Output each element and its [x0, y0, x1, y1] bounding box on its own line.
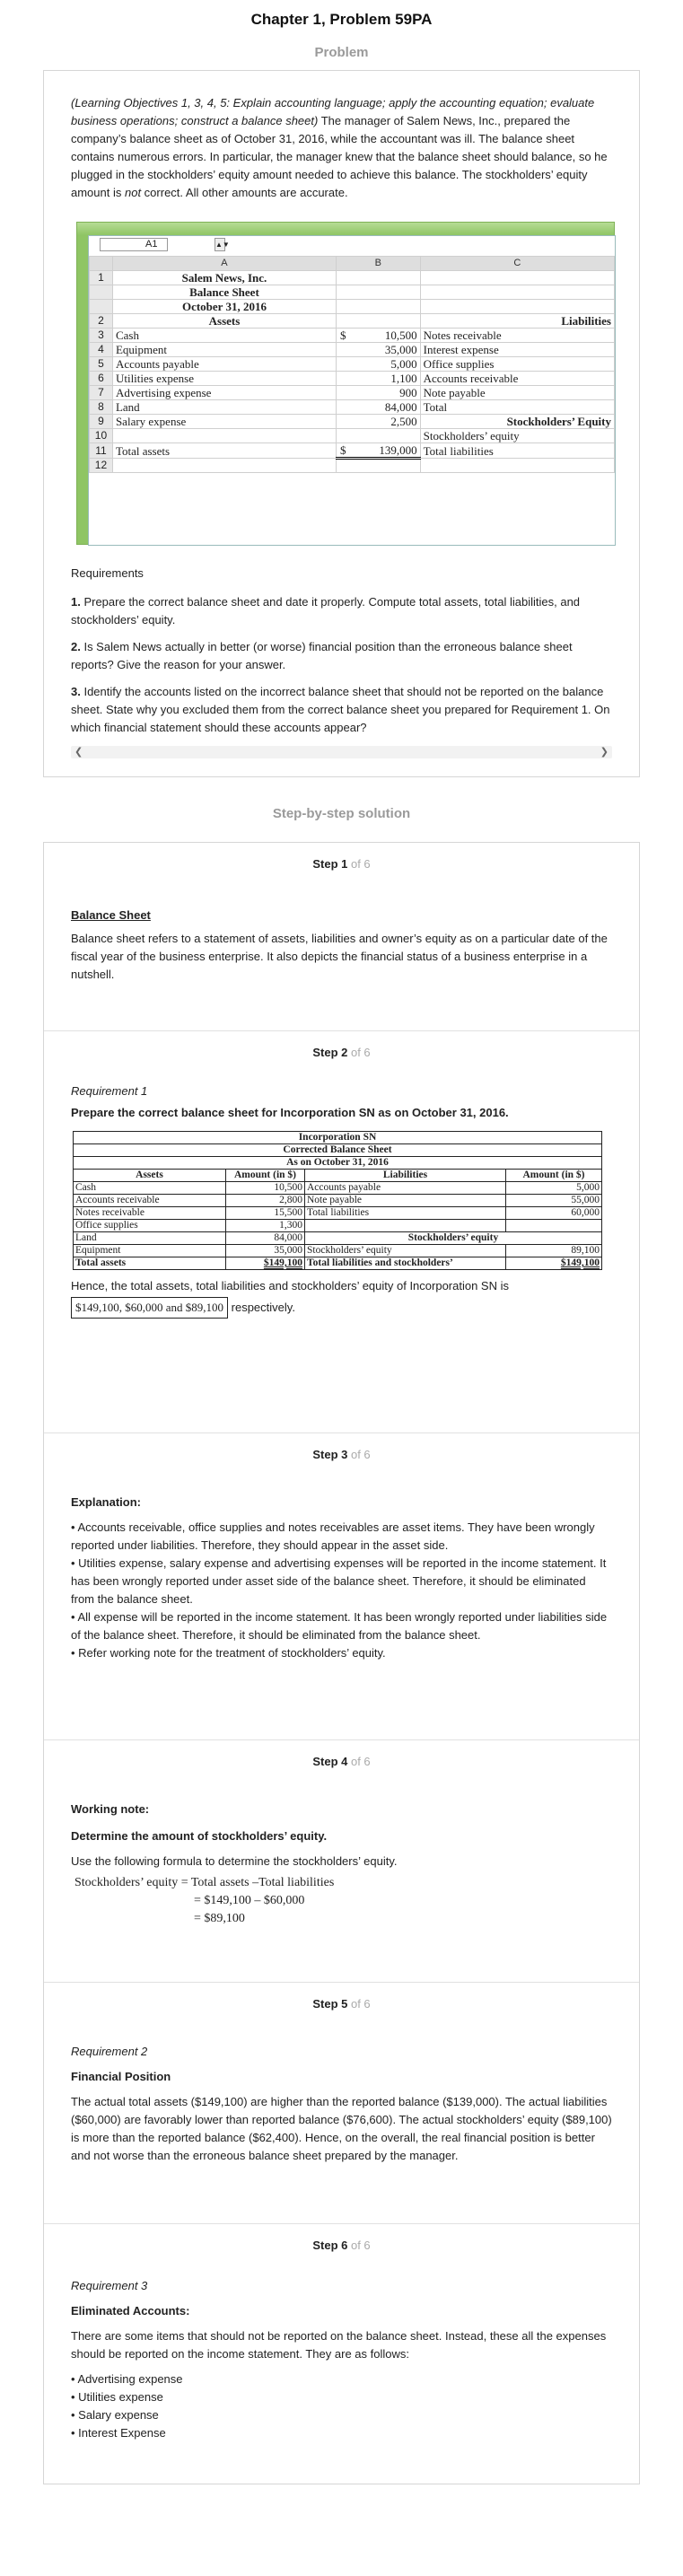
requirement-1: 1. Prepare the correct balance sheet and date it properly. Compute total assets, total liabilities, and stockholders’ equity. — [71, 595, 581, 626]
cell-b[interactable] — [336, 314, 420, 329]
cell-c[interactable] — [420, 285, 614, 300]
bs-title-statement: Corrected Balance Sheet — [74, 1144, 602, 1157]
cell-b[interactable] — [336, 329, 420, 343]
row-number[interactable] — [90, 285, 113, 300]
solution-heading: Step-by-step solution — [272, 806, 411, 821]
cell-c[interactable] — [420, 459, 614, 473]
requirements — [71, 565, 612, 737]
cell-b[interactable] — [336, 300, 420, 314]
step-heading: Working note: — [71, 1802, 150, 1816]
cell-a[interactable]: Advertising expense — [112, 386, 336, 400]
spreadsheet-row — [90, 271, 615, 285]
cell-a[interactable]: Total assets — [112, 443, 336, 459]
bs-title-date: As on October 31, 2016 — [74, 1157, 602, 1170]
bs-total-assets-label: Total assets — [74, 1257, 226, 1270]
cell-a[interactable]: Balance Sheet — [112, 285, 336, 300]
bs-cell: Office supplies — [74, 1220, 226, 1232]
spreadsheet-frame — [76, 222, 615, 545]
row-number[interactable]: 12 — [90, 459, 113, 473]
cell-a[interactable]: Land — [112, 400, 336, 415]
spreadsheet-row — [90, 372, 615, 386]
bs-se-heading: Stockholders’ equity — [305, 1232, 602, 1245]
cell-a[interactable]: October 31, 2016 — [112, 300, 336, 314]
step-6 — [44, 2223, 639, 2484]
currency-symbol: $ — [339, 443, 346, 457]
spreadsheet-row — [90, 285, 615, 300]
bs-total-le-label: Total liabilities and stockholders’ — [305, 1257, 506, 1270]
step-4 — [44, 1739, 639, 1982]
chevron-right-icon[interactable]: ❯ — [600, 747, 609, 758]
cell-a[interactable]: Assets — [112, 314, 336, 329]
bs-cell: 60,000 — [506, 1207, 602, 1220]
cell-name-box[interactable]: A1 — [100, 238, 168, 251]
spreadsheet-row — [90, 300, 615, 314]
cell-b[interactable] — [336, 285, 420, 300]
cell-a[interactable]: Accounts payable — [112, 357, 336, 372]
row-number[interactable]: 3 — [90, 329, 113, 343]
step-text: Balance sheet refers to a statement of assets, liabilities and owner’s equity as on a particular date of the fiscal year of the business enterprise. It also depicts the financial status of a business enterprise in a nutshell. — [71, 932, 608, 981]
step-label: Step 3 of 6 — [312, 1448, 371, 1461]
cell-a[interactable]: Equipment — [112, 343, 336, 357]
bs-cell: Note payable — [305, 1195, 506, 1207]
step-label: Step 5 of 6 — [312, 1997, 371, 2011]
row-number[interactable]: 1 — [90, 271, 113, 285]
intro-part2: correct. All other amounts are accurate. — [141, 186, 348, 199]
cell-value: 5,000 — [390, 357, 417, 371]
currency-symbol: $ — [339, 329, 346, 342]
eliminated-item: • Advertising expense — [71, 2372, 183, 2386]
spreadsheet-row — [90, 314, 615, 329]
col-header-b[interactable]: B — [336, 257, 420, 271]
eliminated-item: • Salary expense — [71, 2408, 159, 2422]
requirement-label: Requirement 3 — [71, 2279, 148, 2292]
spreadsheet-row — [90, 459, 615, 473]
bs-header-assets: Assets — [74, 1170, 226, 1182]
explanation-bullet: • All expense will be reported in the income statement. It has been wrongly reported under liabilities side of the balance sheet. Therefore, it should be eliminated from the balance sheet. — [71, 1610, 608, 1642]
bs-cell — [506, 1220, 602, 1232]
cell-a[interactable] — [112, 429, 336, 443]
formula-line-3: = $89,100 — [194, 1912, 245, 1925]
requirements-heading: Requirements — [71, 566, 144, 580]
spreadsheet-row — [90, 357, 615, 372]
col-header-c[interactable]: C — [420, 257, 614, 271]
cell-a[interactable]: Salary expense — [112, 415, 336, 429]
bs-total-le-value: $149,100 — [506, 1257, 602, 1270]
bs-row — [74, 1182, 602, 1195]
bs-cell: Equipment — [74, 1245, 226, 1257]
cell-c[interactable]: Stockholders’ equity — [420, 429, 614, 443]
cell-b[interactable] — [336, 415, 420, 429]
bs-cell: 2,800 — [226, 1195, 305, 1207]
bs-cell: Land — [74, 1232, 226, 1245]
step-heading: Balance Sheet — [71, 908, 151, 922]
row-number[interactable]: 5 — [90, 357, 113, 372]
bs-cell: Stockholders’ equity — [305, 1245, 506, 1257]
row-number[interactable]: 7 — [90, 386, 113, 400]
step-3 — [44, 1433, 639, 1739]
row-number[interactable]: 4 — [90, 343, 113, 357]
steps-card — [43, 842, 640, 2484]
bs-cell: 55,000 — [506, 1195, 602, 1207]
step-heading: Explanation: — [71, 1495, 142, 1509]
cell-c[interactable]: Total — [420, 400, 614, 415]
step-label: Step 1 of 6 — [312, 857, 371, 871]
bs-cell: Total liabilities — [305, 1207, 506, 1220]
cell-b[interactable] — [336, 400, 420, 415]
bs-cell: Accounts payable — [305, 1182, 506, 1195]
bs-cell: 89,100 — [506, 1245, 602, 1257]
cell-value: 900 — [399, 386, 417, 399]
spreadsheet-row — [90, 429, 615, 443]
cell-a[interactable]: Utilities expense — [112, 372, 336, 386]
row-number[interactable]: 8 — [90, 400, 113, 415]
cell-c[interactable]: Liabilities — [420, 314, 614, 329]
cell-b[interactable] — [336, 459, 420, 473]
cell-b[interactable] — [336, 372, 420, 386]
bs-title-company: Incorporation SN — [74, 1132, 602, 1144]
step-heading: Eliminated Accounts: — [71, 2304, 190, 2318]
cell-c[interactable]: Interest expense — [420, 343, 614, 357]
step-subheading: Determine the amount of stockholders’ equity. — [71, 1829, 328, 1843]
spreadsheet-row — [90, 400, 615, 415]
corrected-balance-sheet — [73, 1131, 602, 1270]
spreadsheet-row — [90, 329, 615, 343]
cell-value: 1,100 — [390, 372, 417, 385]
cell-a[interactable]: Salem News, Inc. — [112, 271, 336, 285]
cell-c[interactable]: Note payable — [420, 386, 614, 400]
col-header-a[interactable]: A — [112, 257, 336, 271]
cell-c[interactable] — [420, 271, 614, 285]
eliminated-item: • Interest Expense — [71, 2426, 166, 2440]
bs-row — [74, 1220, 602, 1232]
bs-row — [74, 1195, 602, 1207]
requirement-label: Requirement 1 — [71, 1084, 148, 1098]
spreadsheet-row — [90, 415, 615, 429]
cell-a[interactable]: Cash — [112, 329, 336, 343]
cell-b[interactable] — [336, 357, 420, 372]
cell-c[interactable]: Notes receivable — [420, 329, 614, 343]
cell-b[interactable] — [336, 443, 420, 459]
row-number[interactable]: 11 — [90, 443, 113, 459]
spreadsheet-row — [90, 443, 615, 459]
cell-c[interactable]: Accounts receivable — [420, 372, 614, 386]
step-text: Use the following formula to determine the stockholders’ equity. — [71, 1854, 398, 1868]
bs-header-amount: Amount (in $) — [226, 1170, 305, 1182]
bs-cell: 15,500 — [226, 1207, 305, 1220]
bs-row — [74, 1207, 602, 1220]
cell-b[interactable] — [336, 271, 420, 285]
answer-box: $149,100, $60,000 and $89,100 — [71, 1297, 228, 1319]
requirement-2: 2. Is Salem News actually in better (or worse) financial position than the erroneous balance sheet reports? Give the reason for your answer. — [71, 640, 573, 671]
learning-objectives: (Learning Objectives 1, 3, 4, 5: Explain accounting language; apply the accounting equation; evaluate business operations; construct a balance sheet) — [71, 96, 595, 127]
requirement-3: 3. Identify the accounts listed on the incorrect balance sheet that should not be reported on the balance sheet. State why you excluded them from the correct balance sheet you prepared for Requirement 1. On which financial statement should these accounts appear? — [71, 685, 610, 734]
step-label: Step 2 of 6 — [312, 1046, 371, 1059]
answer-line: $149,100, $60,000 and $89,100 respectively. — [71, 1297, 612, 1319]
bs-header-liabilities: Liabilities — [305, 1170, 506, 1182]
spreadsheet — [88, 235, 616, 546]
bs-cell: 5,000 — [506, 1182, 602, 1195]
row-number[interactable]: 2 — [90, 314, 113, 329]
cell-c[interactable] — [420, 300, 614, 314]
step-heading: Prepare the correct balance sheet for Incorporation SN as on October 31, 2016. — [71, 1106, 509, 1119]
problem-intro — [71, 94, 612, 202]
page-title: Chapter 1, Problem 59PA — [250, 11, 433, 28]
cell-b[interactable] — [336, 386, 420, 400]
cell-value: 10,500 — [384, 329, 417, 342]
bs-cell: 10,500 — [226, 1182, 305, 1195]
step-heading: Financial Position — [71, 2070, 171, 2083]
step-text: There are some items that should not be reported on the balance sheet. Instead, these all the expenses should be reported on the income statement. They are as follows: — [71, 2329, 607, 2361]
problem-heading: Problem — [314, 45, 369, 60]
step-text: The actual total assets ($149,100) are higher than the reported balance ($139,000). The actual liabilities ($60,000) are favorably lower than reported balance ($76,600). The actual stockholders’ equity ($89,100) is more than the reported balance ($62,400). Hence, on the overall, the real financial position is better and not worse than the erroneous balance sheet prepared by the manager. — [71, 2095, 612, 2162]
explanation-bullet: • Utilities expense, salary expense and advertising expenses will be reported in the income statement. It has been wrongly reported under asset side of the balance sheet. Therefore, it should be eliminated from the balance sheet. — [71, 1556, 607, 1606]
bs-cell: 35,000 — [226, 1245, 305, 1257]
step-5 — [44, 1982, 639, 2223]
spreadsheet-table — [89, 256, 615, 473]
cell-a[interactable] — [112, 459, 336, 473]
cell-value: 84,000 — [384, 400, 417, 414]
intro-not: not — [124, 186, 142, 199]
formula-line-2: = $149,100 – $60,000 — [194, 1894, 305, 1907]
step-2 — [44, 1030, 639, 1433]
row-number[interactable]: 10 — [90, 429, 113, 443]
row-number[interactable]: 9 — [90, 415, 113, 429]
cell-b[interactable] — [336, 343, 420, 357]
cell-c[interactable]: Stockholders’ Equity — [420, 415, 614, 429]
spreadsheet-row — [90, 343, 615, 357]
spreadsheet-row — [90, 386, 615, 400]
requirement-label: Requirement 2 — [71, 2045, 148, 2058]
bs-cell — [305, 1220, 506, 1232]
hence-text: Hence, the total assets, total liabilities and stockholders’ equity of Incorporation SN is — [71, 1279, 509, 1292]
cell-value: 2,500 — [390, 415, 417, 428]
row-number[interactable]: 6 — [90, 372, 113, 386]
bs-cell: 84,000 — [226, 1232, 305, 1245]
explanation-bullet: • Refer working note for the treatment of stockholders’ equity. — [71, 1646, 386, 1660]
bs-header-amount: Amount (in $) — [506, 1170, 602, 1182]
problem-card — [43, 70, 640, 777]
cell-c[interactable]: Total liabilities — [420, 443, 614, 459]
cell-value: 35,000 — [384, 343, 417, 356]
cell-b[interactable] — [336, 429, 420, 443]
bs-total-assets-value: $149,100 — [226, 1257, 305, 1270]
step-label: Step 6 of 6 — [312, 2239, 371, 2252]
explanation-bullet: • Accounts receivable, office supplies and notes receivables are asset items. They have been wrongly reported under liabilities. Therefore, they should appear in the asset side. — [71, 1520, 595, 1552]
bs-cell: Accounts receivable — [74, 1195, 226, 1207]
cell-value: 139,000 — [379, 443, 417, 457]
eliminated-item: • Utilities expense — [71, 2390, 163, 2404]
row-number[interactable] — [90, 300, 113, 314]
bs-cell: Cash — [74, 1182, 226, 1195]
intro-part1: The manager of Salem News, Inc., prepared the company’s balance sheet as of October 31, 2016, while the accountant was ill. The balance sheet contains numerous errors. In particular, the manager knew that the balance sheet should balance, so he plugged in the stockholders’ equity amount needed to achieve this balance. The stockholders’ equity amount is — [71, 114, 608, 199]
step-1 — [44, 843, 639, 1030]
cell-c[interactable]: Office supplies — [420, 357, 614, 372]
bs-cell: Notes receivable — [74, 1207, 226, 1220]
formula-line-1: Stockholders’ equity = Total assets –Total liabilities — [74, 1876, 335, 1889]
chevron-down-icon[interactable]: ▲▼ — [215, 238, 225, 251]
bs-cell: 1,300 — [226, 1220, 305, 1232]
chevron-left-icon[interactable]: ❮ — [74, 747, 83, 758]
horizontal-scrollbar[interactable] — [71, 746, 612, 758]
step-label: Step 4 of 6 — [312, 1755, 371, 1768]
